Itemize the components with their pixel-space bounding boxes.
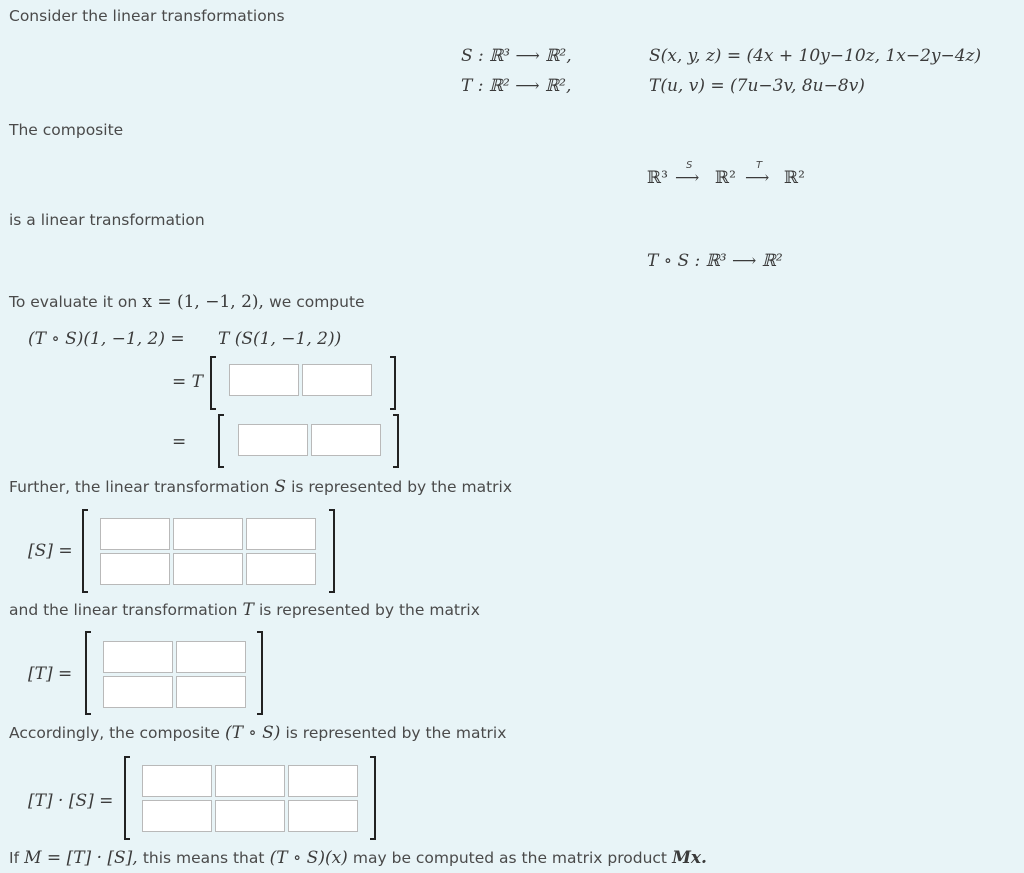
accordingly-line (9, 723, 506, 743)
s-matrix-label: [S] = (28, 541, 73, 561)
t-matrix-entry-1-2[interactable] (176, 641, 246, 673)
right-bracket (393, 414, 399, 468)
accordingly-suffix: is represented by the matrix (285, 724, 507, 742)
product-matrix-label: [T] · [S] = (28, 791, 114, 811)
final-mid: this means that (142, 849, 265, 867)
further-line (9, 477, 512, 497)
chain-r2b: ℝ² (784, 168, 805, 188)
t-formula: T(u, v) = (7u−3v, 8u−8v) (649, 76, 865, 96)
evaluate-line (9, 292, 365, 312)
right-bracket (370, 756, 376, 840)
s-of-x-entry-2[interactable] (302, 364, 372, 396)
evaluate-suffix: we compute (269, 293, 365, 311)
left-bracket (210, 356, 216, 410)
left-bracket (124, 756, 130, 840)
product-entry-2-1[interactable] (142, 800, 212, 832)
t-matrix-entry-2-1[interactable] (103, 676, 173, 708)
final-expr-m: M = [T] · [S], (24, 848, 138, 868)
evaluate-vector: x = (1, −1, 2), (142, 292, 264, 312)
chain-label-s: S (686, 160, 693, 171)
and-t-var: T (242, 600, 254, 620)
s-matrix-entry-1-2[interactable] (173, 518, 243, 550)
further-var: S (274, 477, 286, 497)
result-entry-2[interactable] (311, 424, 381, 456)
s-matrix-entry-2-1[interactable] (100, 553, 170, 585)
left-bracket (85, 631, 91, 715)
s-of-x-entry-1[interactable] (229, 364, 299, 396)
right-bracket (329, 509, 335, 593)
final-prefix: If (9, 849, 20, 867)
final-expr-mx: Mx. (672, 848, 707, 868)
eq-label: = (172, 432, 187, 452)
left-bracket (218, 414, 224, 468)
chain-r2a: ℝ² (715, 168, 736, 188)
eq-t-label: = T (172, 372, 203, 392)
further-prefix: Further, the linear transformation (9, 478, 270, 496)
right-bracket (257, 631, 263, 715)
composition-chain (647, 160, 817, 194)
composite-eval-rhs: T (S(1, −1, 2)) (218, 329, 342, 349)
product-entry-2-3[interactable] (288, 800, 358, 832)
t-matrix-label: [T] = (28, 664, 73, 684)
s-formula: S(x, y, z) = (4x + 10y−10z, 1x−2y−4z) (649, 46, 982, 66)
composite-map: T ∘ S : ℝ³ ⟶ ℝ² (647, 251, 783, 271)
t-matrix-entry-2-2[interactable] (176, 676, 246, 708)
s-matrix-entry-1-1[interactable] (100, 518, 170, 550)
right-bracket (390, 356, 396, 410)
chain-r3: ℝ³ (647, 168, 668, 188)
and-t-prefix: and the linear transformation (9, 601, 238, 619)
t-matrix-entry-1-1[interactable] (103, 641, 173, 673)
intro-text: Consider the linear transformations (9, 7, 285, 25)
s-matrix-entry-2-3[interactable] (246, 553, 316, 585)
accordingly-prefix: Accordingly, the composite (9, 724, 220, 742)
and-t-suffix: is represented by the matrix (258, 601, 480, 619)
composite-eval-lhs: (T ∘ S)(1, −1, 2) = (28, 329, 185, 349)
t-map: T : ℝ² ⟶ ℝ², (461, 76, 572, 96)
accordingly-expr: (T ∘ S) (224, 723, 281, 743)
final-expr-tsx: (T ∘ S)(x) (269, 848, 348, 868)
s-map: S : ℝ³ ⟶ ℝ², (461, 46, 572, 66)
product-entry-2-2[interactable] (215, 800, 285, 832)
result-entry-1[interactable] (238, 424, 308, 456)
product-entry-1-3[interactable] (288, 765, 358, 797)
evaluate-prefix: To evaluate it on (9, 293, 138, 311)
composite-label: The composite (9, 121, 124, 139)
s-matrix-entry-1-3[interactable] (246, 518, 316, 550)
chain-arrow-s: ⟶ (675, 168, 700, 188)
chain-label-t: T (756, 160, 763, 171)
and-t-line (9, 600, 480, 620)
left-bracket (82, 509, 88, 593)
final-line (9, 848, 707, 868)
chain-arrow-t: ⟶ (745, 168, 770, 188)
s-matrix-entry-2-2[interactable] (173, 553, 243, 585)
is-linear-text: is a linear transformation (9, 211, 205, 229)
final-mid2: may be computed as the matrix product (352, 849, 667, 867)
product-entry-1-2[interactable] (215, 765, 285, 797)
further-suffix: is represented by the matrix (291, 478, 513, 496)
product-entry-1-1[interactable] (142, 765, 212, 797)
